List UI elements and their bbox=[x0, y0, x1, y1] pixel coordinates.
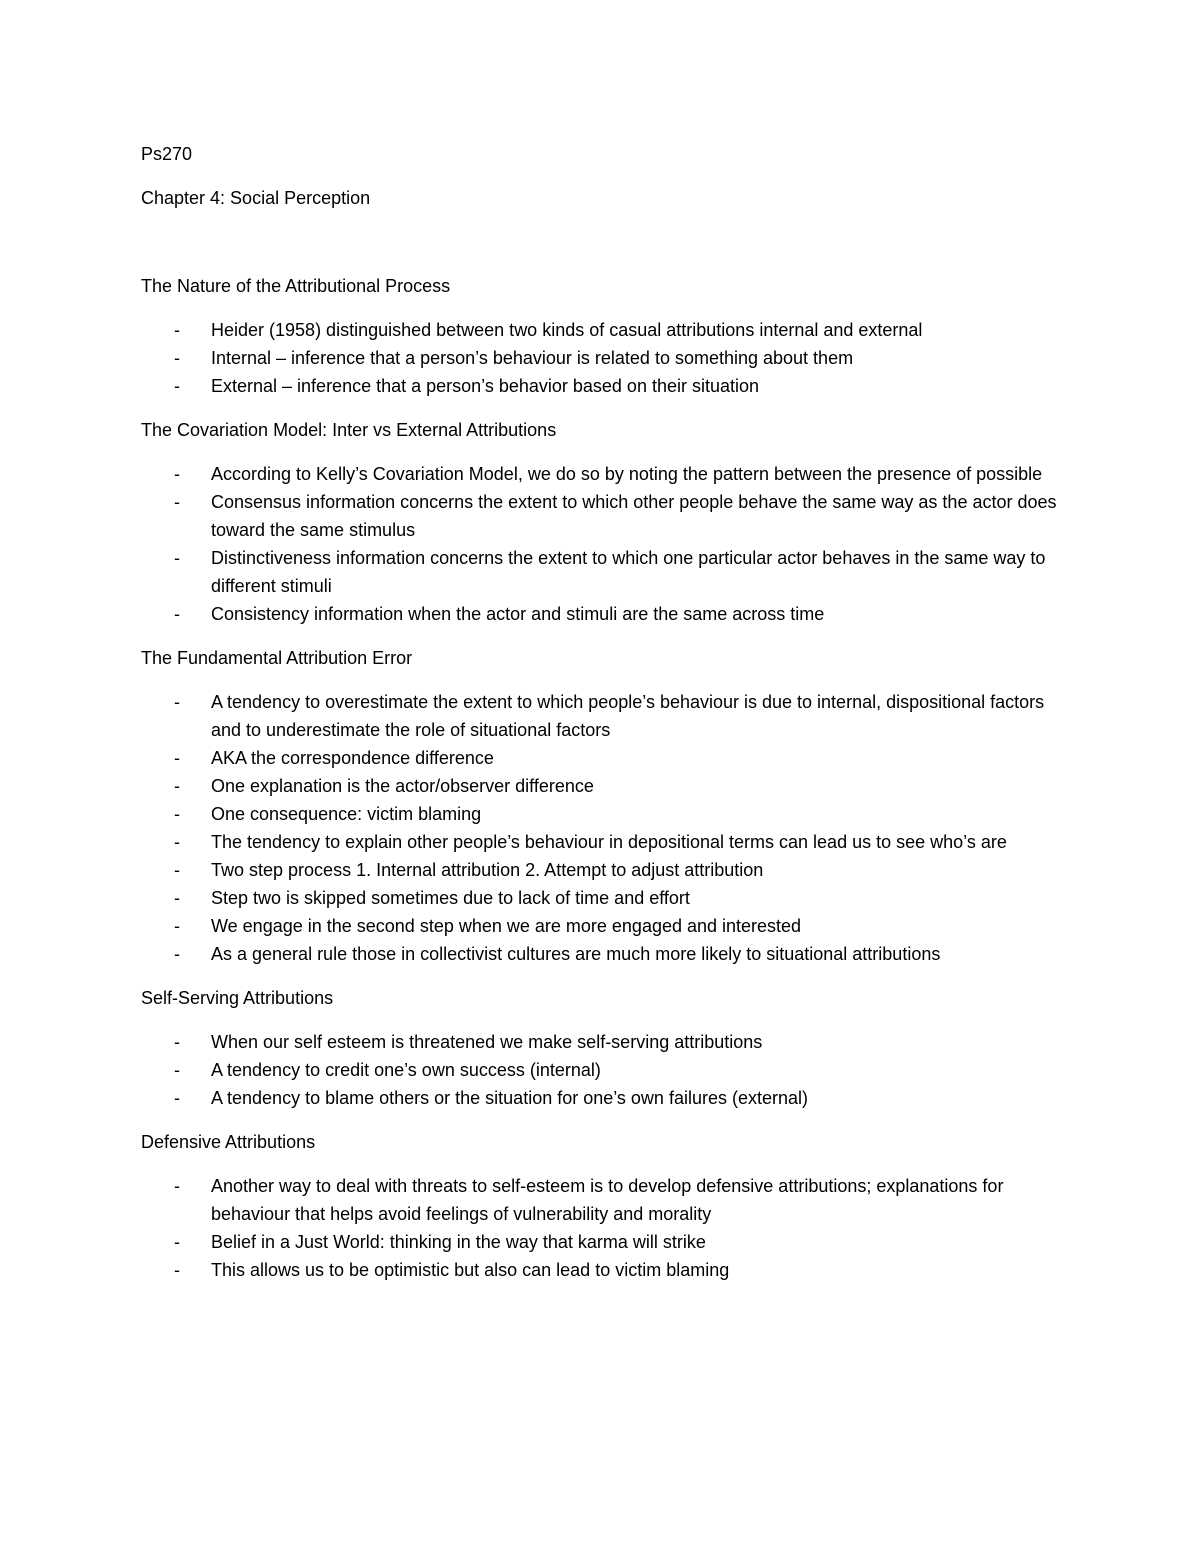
bullet-text: Heider (1958) distinguished between two kinds of casual attributions internal and external bbox=[211, 320, 923, 340]
bullet-item bbox=[141, 828, 1071, 856]
bullet-text: Belief in a Just World: thinking in the way that karma will strike bbox=[211, 1232, 706, 1252]
bullet-item bbox=[141, 1028, 1071, 1056]
sections-container bbox=[141, 272, 1071, 1284]
bullet-item bbox=[141, 600, 1071, 628]
bullet-item bbox=[141, 1056, 1071, 1084]
bullet-marker: - bbox=[174, 348, 180, 368]
bullet-text: AKA the correspondence difference bbox=[211, 748, 494, 768]
section bbox=[141, 1128, 1071, 1284]
bullet-item bbox=[141, 856, 1071, 884]
bullet-text: A tendency to blame others or the situation for one’s own failures (external) bbox=[211, 1088, 808, 1108]
bullet-marker: - bbox=[174, 1032, 180, 1052]
bullet-text: When our self esteem is threatened we make self-serving attributions bbox=[211, 1032, 763, 1052]
bullet-text: Consensus information concerns the extent to which other people behave the same way as the actor does toward the same stimulus bbox=[211, 492, 1057, 540]
bullet-text: Step two is skipped sometimes due to lack of time and effort bbox=[211, 888, 690, 908]
bullet-item bbox=[141, 688, 1071, 744]
bullet-list bbox=[141, 1028, 1071, 1112]
bullet-marker: - bbox=[174, 464, 180, 484]
bullet-item bbox=[141, 744, 1071, 772]
bullet-marker: - bbox=[174, 776, 180, 796]
bullet-marker: - bbox=[174, 1060, 180, 1080]
bullet-item bbox=[141, 1084, 1071, 1112]
section-heading: The Fundamental Attribution Error bbox=[141, 648, 413, 668]
bullet-text: We engage in the second step when we are more engaged and interested bbox=[211, 916, 802, 936]
bullet-text: A tendency to overestimate the extent to which people’s behaviour is due to internal, dispositional factors and to underestimate the role of situational factors bbox=[211, 692, 1045, 740]
bullet-marker: - bbox=[174, 888, 180, 908]
section bbox=[141, 644, 1071, 968]
bullet-text: Internal – inference that a person’s behaviour is related to something about them bbox=[211, 348, 854, 368]
bullet-text: Consistency information when the actor and stimuli are the same across time bbox=[211, 604, 825, 624]
bullet-text: The tendency to explain other people’s behaviour in depositional terms can lead us to see who’s are bbox=[211, 832, 1007, 852]
bullet-item bbox=[141, 1256, 1071, 1284]
bullet-text: One explanation is the actor/observer difference bbox=[211, 776, 594, 796]
bullet-item bbox=[141, 940, 1071, 968]
section bbox=[141, 984, 1071, 1112]
bullet-marker: - bbox=[174, 1232, 180, 1252]
bullet-marker: - bbox=[174, 748, 180, 768]
bullet-marker: - bbox=[174, 548, 180, 568]
bullet-item bbox=[141, 1228, 1071, 1256]
section-heading: Defensive Attributions bbox=[141, 1132, 316, 1152]
section-heading: The Nature of the Attributional Process bbox=[141, 276, 451, 296]
bullet-text: This allows us to be optimistic but also can lead to victim blaming bbox=[211, 1260, 730, 1280]
document-body bbox=[141, 140, 1071, 1300]
bullet-list bbox=[141, 460, 1071, 628]
bullet-item bbox=[141, 372, 1071, 400]
section-heading: The Covariation Model: Inter vs External Attributions bbox=[141, 420, 557, 440]
bullet-item bbox=[141, 460, 1071, 488]
bullet-marker: - bbox=[174, 376, 180, 396]
bullet-marker: - bbox=[174, 944, 180, 964]
bullet-text: External – inference that a person’s behavior based on their situation bbox=[211, 376, 760, 396]
bullet-text: As a general rule those in collectivist cultures are much more likely to situational attributions bbox=[211, 944, 941, 964]
bullet-marker: - bbox=[174, 692, 180, 712]
bullet-text: One consequence: victim blaming bbox=[211, 804, 482, 824]
course-code: Ps270 bbox=[141, 144, 193, 164]
bullet-marker: - bbox=[174, 604, 180, 624]
bullet-marker: - bbox=[174, 320, 180, 340]
bullet-item bbox=[141, 544, 1071, 600]
section-heading: Self-Serving Attributions bbox=[141, 988, 334, 1008]
bullet-marker: - bbox=[174, 860, 180, 880]
bullet-marker: - bbox=[174, 492, 180, 512]
bullet-marker: - bbox=[174, 832, 180, 852]
bullet-item bbox=[141, 1172, 1071, 1228]
bullet-item bbox=[141, 912, 1071, 940]
bullet-list bbox=[141, 1172, 1071, 1284]
bullet-item bbox=[141, 316, 1071, 344]
bullet-item bbox=[141, 800, 1071, 828]
bullet-item bbox=[141, 344, 1071, 372]
bullet-item bbox=[141, 884, 1071, 912]
bullet-text: According to Kelly’s Covariation Model, we do so by noting the pattern between the presence of possible bbox=[211, 464, 1043, 484]
bullet-list bbox=[141, 688, 1071, 968]
bullet-marker: - bbox=[174, 916, 180, 936]
bullet-text: Distinctiveness information concerns the extent to which one particular actor behaves in the same way to different stimuli bbox=[211, 548, 1046, 596]
bullet-item bbox=[141, 772, 1071, 800]
bullet-text: Two step process 1. Internal attribution 2. Attempt to adjust attribution bbox=[211, 860, 764, 880]
bullet-marker: - bbox=[174, 1260, 180, 1280]
bullet-item bbox=[141, 488, 1071, 544]
bullet-text: A tendency to credit one’s own success (internal) bbox=[211, 1060, 601, 1080]
bullet-marker: - bbox=[174, 1176, 180, 1196]
bullet-text: Another way to deal with threats to self-esteem is to develop defensive attributions; explanations for behaviour that helps avoid feelings of vulnerability and morality bbox=[211, 1176, 1004, 1224]
section bbox=[141, 416, 1071, 628]
bullet-marker: - bbox=[174, 1088, 180, 1108]
section bbox=[141, 272, 1071, 400]
bullet-marker: - bbox=[174, 804, 180, 824]
chapter-title: Chapter 4: Social Perception bbox=[141, 188, 371, 208]
bullet-list bbox=[141, 316, 1071, 400]
